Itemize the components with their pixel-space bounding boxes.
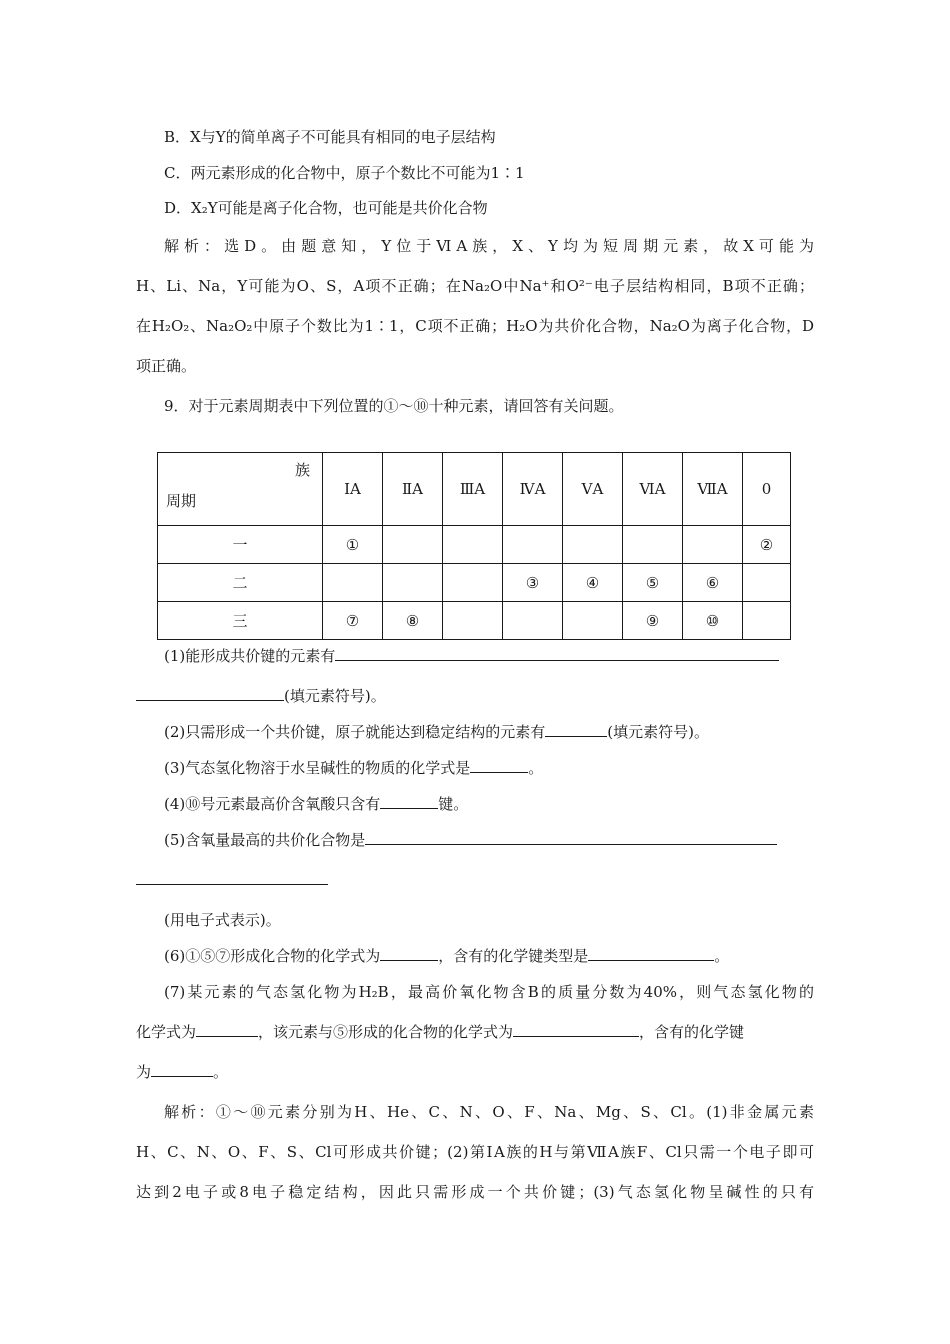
element-cell [503, 602, 563, 640]
sub-question-7-text-e: 为 [136, 1063, 152, 1081]
sub-question-1-text: (1)能形成共价键的元素有 [164, 647, 336, 665]
element-cell: ① [323, 526, 383, 564]
corner-period-label: 周期 [166, 492, 197, 510]
analysis2-line-1: 解析：①～⑩元素分别为H、He、C、N、O、F、Na、Mg、S、Cl。(1)非金属元素 [164, 1103, 814, 1121]
sub-question-7-text-d: ，含有的化学键 [639, 1023, 745, 1041]
sub-question-2 [164, 722, 709, 742]
sub-question-3 [164, 758, 543, 778]
sub-question-6 [164, 946, 729, 966]
periodic-table [157, 452, 791, 640]
answer-blank[interactable] [545, 722, 607, 737]
answer-blank[interactable] [380, 946, 438, 961]
element-cell [623, 526, 683, 564]
table-row [158, 602, 791, 640]
element-cell [743, 564, 791, 602]
question-9-stem: 9．对于元素周期表中下列位置的①～⑩十种元素，请回答有关问题。 [164, 397, 624, 415]
group-header: ⅢA [443, 453, 503, 526]
group-header: ⅤA [563, 453, 623, 526]
analysis2-line-3: 达到2电子或8电子稳定结构，因此只需形成一个共价键；(3)气态氢化物呈碱性的只有 [136, 1183, 814, 1201]
answer-blank[interactable] [380, 794, 438, 809]
element-cell [683, 526, 743, 564]
sub-question-7: (7)某元素的气态氢化物为H₂B，最高价氧化物含B的质量分数为40%，则气态氢化物的 [164, 983, 814, 1001]
element-cell [503, 526, 563, 564]
element-cell: ③ [503, 564, 563, 602]
analysis-line-4: 项正确。 [136, 357, 197, 375]
period-label: 三 [158, 602, 323, 640]
answer-blank[interactable] [335, 646, 779, 661]
element-cell: ⑧ [383, 602, 443, 640]
element-cell: ⑦ [323, 602, 383, 640]
sub-question-2-text: (2)只需形成一个共价键，原子就能达到稳定结构的元素有 [164, 723, 546, 741]
sub-question-1 [164, 646, 779, 666]
sub-question-6-suffix: 。 [714, 947, 730, 965]
element-cell: ⑩ [683, 602, 743, 640]
sub-question-7-cont [136, 1022, 744, 1042]
group-header: ⅣA [503, 453, 563, 526]
sub-question-5 [164, 830, 777, 850]
element-cell [323, 564, 383, 602]
sub-question-7-suffix: 。 [213, 1063, 229, 1081]
sub-question-7-end [136, 1062, 228, 1082]
element-cell: ⑥ [683, 564, 743, 602]
analysis-line-2: H、Li、Na，Y可能为O、S，A项不正确；在Na₂O中Na⁺和O²⁻电子层结构相同，B项不正确； [136, 277, 814, 295]
option-b: B．X与Y的简单离子不可能具有相同的电子层结构 [164, 128, 496, 146]
analysis2-line-2: H、C、N、O、F、S、Cl可形成共价键；(2)第ⅠA族的H与第ⅦA族F、Cl只需一个电子即可 [136, 1143, 814, 1161]
element-cell: ⑤ [623, 564, 683, 602]
sub-question-5-text: (5)含氧量最高的共价化合物是 [164, 831, 366, 849]
group-header: ⅡA [383, 453, 443, 526]
option-d: D．X₂Y可能是离子化合物，也可能是共价化合物 [164, 199, 488, 217]
period-label: 一 [158, 526, 323, 564]
sub-question-4 [164, 794, 468, 814]
table-corner [158, 453, 323, 526]
element-cell [443, 526, 503, 564]
sub-question-3-text: (3)气态氢化物溶于水呈碱性的物质的化学式是 [164, 759, 471, 777]
answer-blank[interactable] [513, 1022, 639, 1037]
group-header: 0 [743, 453, 791, 526]
sub-question-3-suffix: 。 [528, 759, 544, 777]
sub-question-7-text-b: 化学式为 [136, 1023, 197, 1041]
element-cell [443, 564, 503, 602]
element-cell [743, 602, 791, 640]
answer-blank[interactable] [365, 830, 777, 845]
answer-blank[interactable] [588, 946, 714, 961]
answer-blank[interactable] [151, 1062, 213, 1077]
period-label: 二 [158, 564, 323, 602]
sub-question-1-cont [136, 686, 386, 706]
element-cell: ⑨ [623, 602, 683, 640]
answer-blank[interactable] [136, 686, 284, 701]
corner-group-label: 族 [294, 461, 310, 479]
element-cell [383, 564, 443, 602]
element-cell [563, 526, 623, 564]
element-cell: ② [743, 526, 791, 564]
group-header: ⅥA [623, 453, 683, 526]
answer-blank[interactable] [136, 870, 328, 885]
group-header: ⅠA [323, 453, 383, 526]
element-cell [383, 526, 443, 564]
element-cell: ④ [563, 564, 623, 602]
sub-question-6-mid: ，含有的化学键类型是 [438, 947, 589, 965]
option-c: C．两元素形成的化合物中，原子个数比不可能为1∶1 [164, 164, 525, 182]
table-row [158, 564, 791, 602]
sub-question-2-suffix: (填元素符号)。 [607, 723, 709, 741]
element-cell [563, 602, 623, 640]
analysis-line-1: 解析：选D。由题意知，Y位于ⅥA族，X、Y均为短周期元素，故X可能为 [164, 237, 814, 255]
element-cell [443, 602, 503, 640]
answer-blank[interactable] [470, 758, 528, 773]
sub-question-5-cont [136, 870, 328, 890]
sub-question-7-text-c: ，该元素与⑤形成的化合物的化学式为 [258, 1023, 514, 1041]
analysis-line-3: 在H₂O₂、Na₂O₂中原子个数比为1∶1，C项不正确；H₂O为共价化合物，Na₂O为离子化合物，D [136, 317, 814, 335]
sub-question-6-text: (6)①⑤⑦形成化合物的化学式为 [164, 947, 381, 965]
answer-blank[interactable] [196, 1022, 258, 1037]
sub-question-5-suffix: (用电子式表示)。 [164, 911, 281, 929]
sub-question-4-text: (4)⑩号元素最高价含氧酸只含有 [164, 795, 381, 813]
group-header: ⅦA [683, 453, 743, 526]
sub-question-4-suffix: 键。 [438, 795, 469, 813]
sub-question-1-suffix: (填元素符号)。 [284, 687, 386, 705]
table-row [158, 526, 791, 564]
